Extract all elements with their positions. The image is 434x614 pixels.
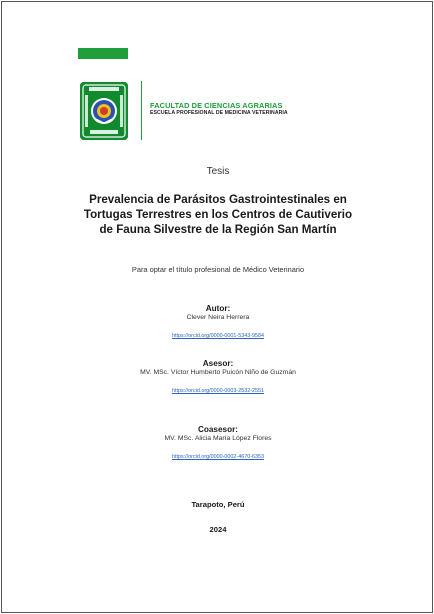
coadvisor-name: MV. MSc. Alicia María López Flores	[164, 435, 272, 442]
author-orcid-link[interactable]: https://orcid.org/0000-0001-5343-9584	[171, 333, 264, 339]
year: 2024	[209, 525, 227, 534]
school-name: ESCUELA PROFESIONAL DE MEDICINA VETERINARIA	[150, 110, 288, 116]
faculty-name: FACULTAD DE CIENCIAS AGRARIAS	[150, 101, 283, 110]
thesis-title	[2, 192, 434, 237]
document-type: Tesis	[206, 166, 230, 177]
coadvisor-orcid-link[interactable]: https://orcid.org/0000-0002-4670-6353	[171, 454, 264, 460]
header-divider	[141, 81, 142, 140]
thesis-title-line: de Fauna Silvestre de la Región San Martín	[99, 223, 337, 236]
author-name: Clever Neira Herrera	[186, 314, 250, 321]
advisor-label: Asesor:	[202, 359, 234, 368]
place: Tarapoto, Perú	[191, 500, 245, 509]
coadvisor-label: Coasesor:	[197, 425, 239, 434]
document-page	[1, 1, 433, 613]
thesis-title-line: Prevalencia de Parásitos Gastrointestinales en	[89, 193, 347, 206]
university-seal-logo	[80, 82, 128, 140]
advisor-orcid-link[interactable]: https://orcid.org/0000-0003-2532-2551	[171, 388, 264, 394]
degree-purpose: Para optar el título profesional de Médico Veterinario	[131, 265, 305, 274]
author-label: Autor:	[205, 304, 231, 313]
advisor-name: MV. MSc. Víctor Humberto Puicón Niño de Guzmán	[140, 369, 296, 376]
thesis-title-line: Tortugas Terrestres en los Centros de Cautiverio	[83, 208, 353, 221]
seal-graphic	[80, 82, 128, 140]
header-accent-bar	[78, 48, 128, 59]
